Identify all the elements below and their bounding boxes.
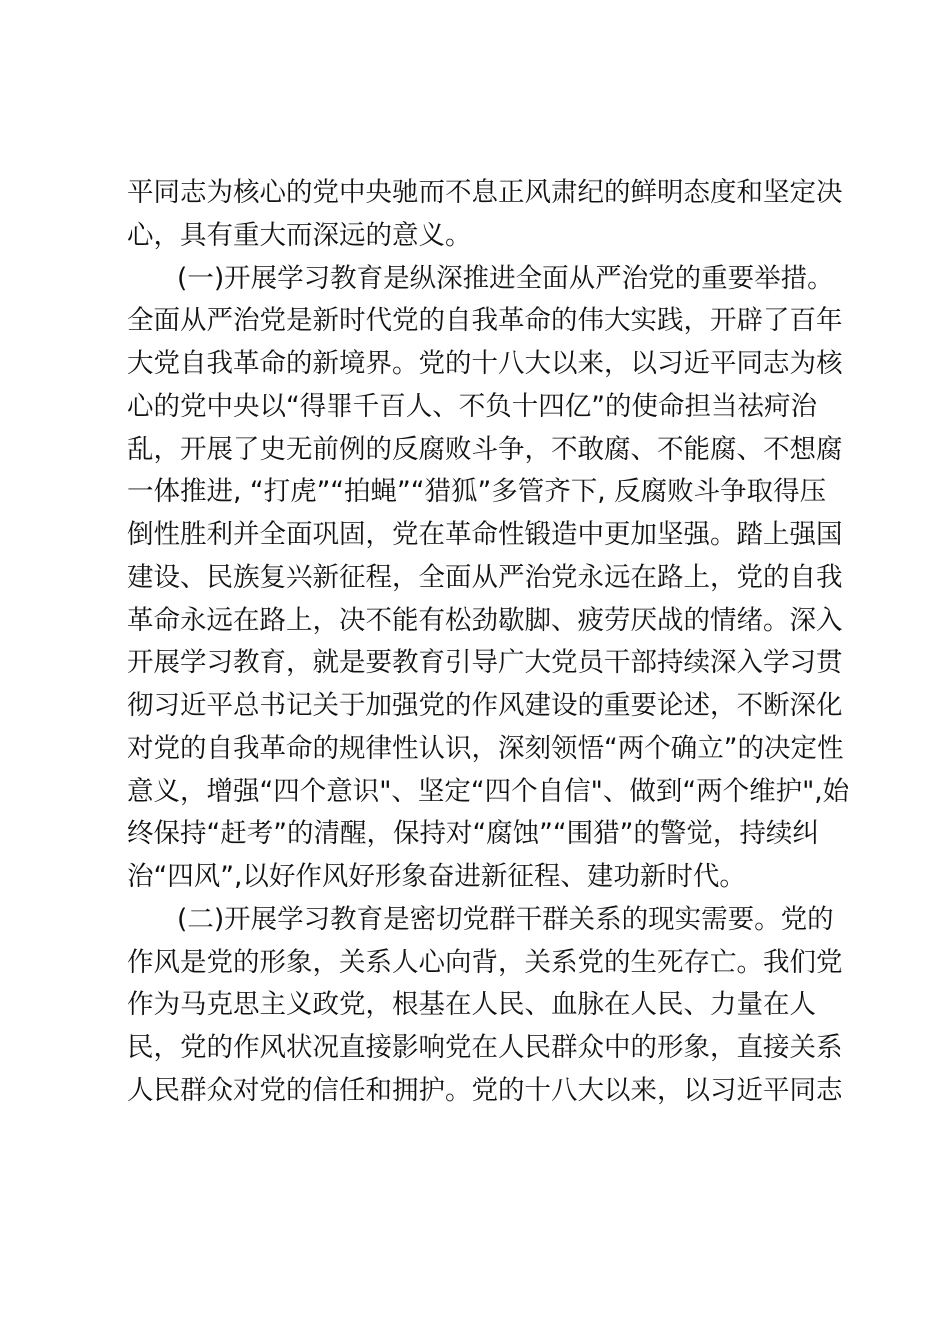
section-heading-line: (二)开展学习教育是密切党群干群关系的现实需要。党的 bbox=[177, 903, 834, 935]
text-line: 心，具有重大而深远的意义。 bbox=[127, 219, 472, 251]
text-line: 作为马克思主义政党，根基在人民、血脉在人民、力量在人 bbox=[127, 989, 816, 1021]
text-line: 开展学习教育，就是要教育引导广大党员干部持续深入学习贯 bbox=[127, 647, 843, 679]
section-heading-line: (一)开展学习教育是纵深推进全面从严治党的重要举措。 bbox=[177, 262, 834, 294]
text-line: 对党的自我革命的规律性认识，深刻领悟“两个确立”的决定性 bbox=[127, 732, 844, 764]
text-line: 人民群众对党的信任和拥护。党的十八大以来，以习近平同志 bbox=[127, 1074, 843, 1106]
text-line: 倒性胜利并全面巩固，党在革命性锻造中更加坚强。踏上强国 bbox=[127, 519, 843, 550]
text-line: 彻习近平总书记关于加强党的作风建设的重要论述，不断深化 bbox=[127, 690, 843, 721]
paragraph-continuation bbox=[127, 172, 843, 258]
text-line: 心的党中央以“得罪千百人、不负十四亿”的使命担当祛疴治 bbox=[127, 390, 817, 422]
text-line: 全面从严治党是新时代党的自我革命的伟大实践，开辟了百年 bbox=[127, 305, 843, 337]
text-line: 民，党的作风状况直接影响党在人民群众中的形象，直接关系 bbox=[127, 1032, 843, 1063]
text-line: 平同志为核心的党中央驰而不息正风肃纪的鲜明态度和坚定决 bbox=[127, 177, 843, 208]
document-body bbox=[127, 172, 850, 1113]
text-line: 一体推进, “打虎”“拍蝇”“猎狐”多管齐下, 反腐败斗争取得压 bbox=[127, 476, 827, 508]
text-line: 乱，开展了史无前例的反腐败斗争，不敢腐、不能腐、不想腐 bbox=[127, 433, 843, 465]
text-line: 革命永远在路上，决不能有松劲歇脚、疲劳厌战的情绪。深入 bbox=[127, 604, 843, 636]
paragraph-section-two bbox=[127, 899, 843, 1113]
paragraph-section-one bbox=[127, 258, 850, 899]
text-line: 大党自我革命的新境界。党的十八大以来，以习近平同志为核 bbox=[127, 348, 843, 379]
text-line: 作风是党的形象，关系人心向背，关系党的生死存亡。我们党 bbox=[127, 946, 843, 978]
text-line: 建设、民族复兴新征程，全面从严治党永远在路上，党的自我 bbox=[127, 561, 843, 593]
text-line: 治“四风”,以好作风好形象奋进新征程、建功新时代。 bbox=[127, 861, 746, 892]
text-line: 意义，增强“四个意识"、坚定“四个自信"、做到“两个维护",始 bbox=[127, 775, 850, 807]
text-line: 终保持“赶考”的清醒，保持对“腐蚀”“围猎”的警觉，持续纠 bbox=[127, 818, 819, 850]
